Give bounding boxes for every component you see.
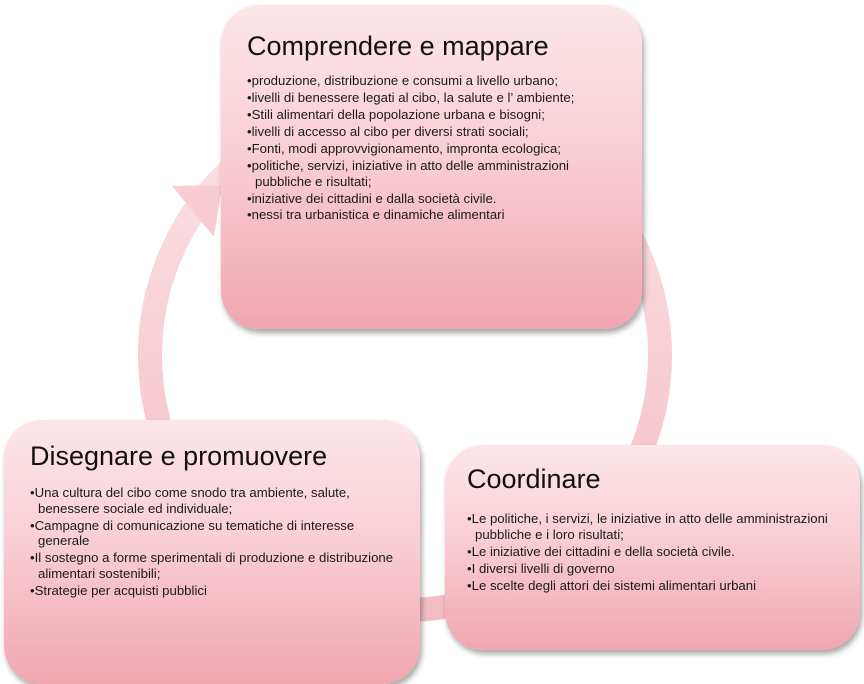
box-title: Coordinare [467, 464, 601, 494]
bullet-list [247, 73, 622, 223]
bullet-item: • Strategie per acquisti pubblici [30, 583, 404, 599]
bullet-list [30, 485, 404, 598]
bullet-item: • Le politiche, i servizi, le iniziative in atto delle amministrazioni pubbliche e i loro risultati; [467, 511, 844, 542]
box-title: Disegnare e promuovere [30, 441, 328, 471]
bullet-item: • Campagne di comunicazione su tematiche di interesse generale [30, 518, 404, 549]
bullet-item: • Una cultura del cibo come snodo tra ambiente, salute, benessere sociale ed individuale; [30, 485, 404, 516]
bullet-item: • livelli di benessere legati al cibo, la salute e l’ ambiente; [247, 90, 622, 106]
bullet-item: • Fonti, modi approvvigionamento, impronta ecologica; [247, 141, 622, 157]
bullet-item: • produzione, distribuzione e consumi a livello urbano; [247, 73, 622, 89]
bullet-item: • iniziative dei cittadini e dalla società civile. [247, 191, 622, 207]
bullet-item: • Le iniziative dei cittadini e della società civile. [467, 544, 844, 560]
bullet-item: • I diversi livelli di governo [467, 561, 844, 577]
box-coordinare [445, 445, 860, 650]
bullet-item: • Le scelte degli attori dei sistemi alimentari urbani [467, 578, 844, 594]
bullet-item: • livelli di accesso al cibo per diversi strati sociali; [247, 124, 622, 140]
box-comprendere-e-mappare [221, 5, 642, 329]
bullet-item: • Il sostegno a forme sperimentali di produzione e distribuzione alimentari sostenibili; [30, 550, 404, 581]
bullet-item: • nessi tra urbanistica e dinamiche alimentari [247, 207, 622, 223]
bullet-list [467, 511, 844, 593]
box-disegnare-e-promuovere [4, 420, 420, 684]
bullet-item: • politiche, servizi, iniziative in atto delle amministrazioni pubbliche e risultati; [247, 158, 622, 189]
box-title: Comprendere e mappare [247, 31, 549, 61]
bullet-item: • Stili alimentari della popolazione urbana e bisogni; [247, 107, 622, 123]
